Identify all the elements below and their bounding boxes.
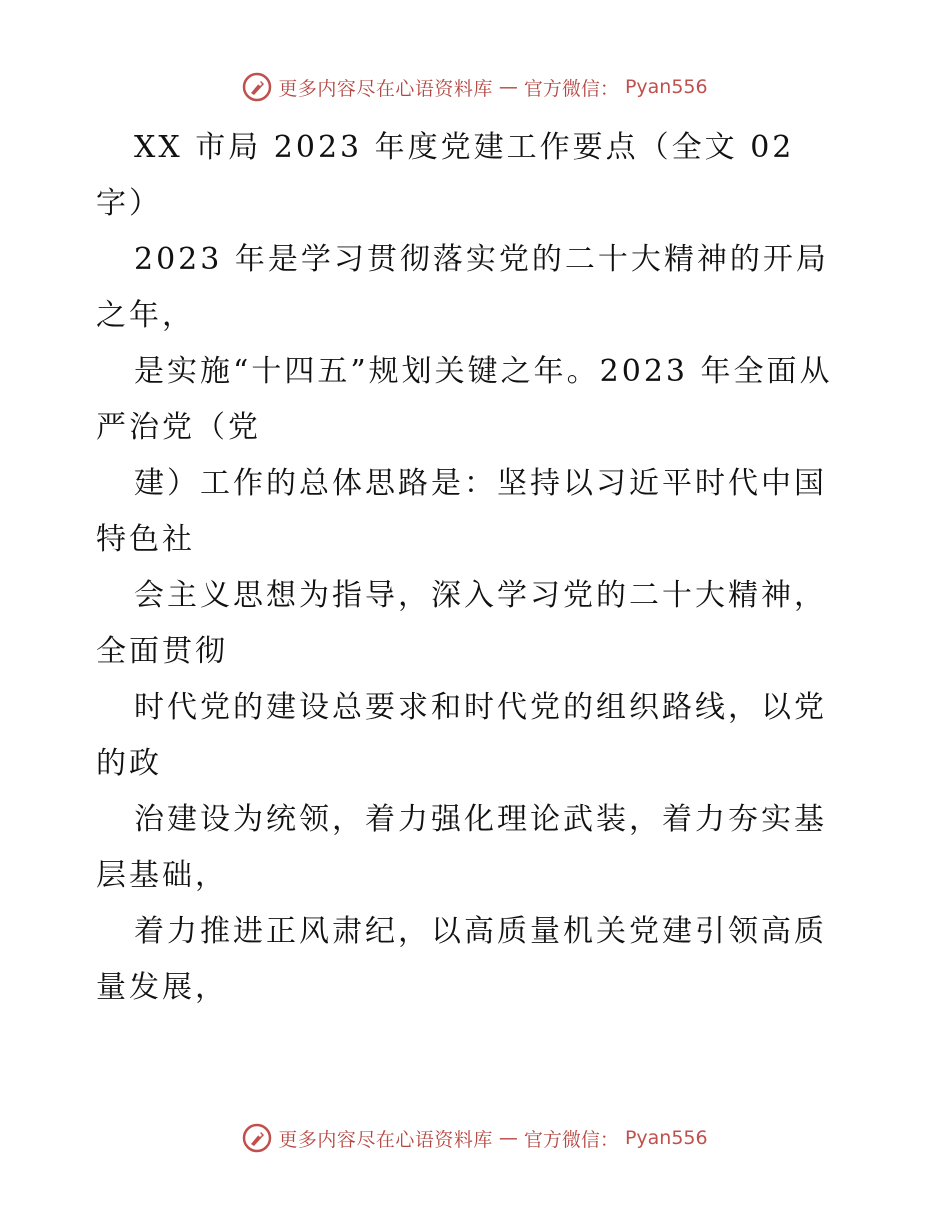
watermark-dash: — xyxy=(498,76,518,98)
watermark-wechat-id: Pyan556 xyxy=(624,76,708,98)
watermark-wechat-id: Pyan556 xyxy=(624,1127,708,1149)
watermark-wechat-label: 官方微信： xyxy=(523,77,619,100)
watermark-dash: — xyxy=(498,1127,518,1149)
paragraph: 会主义思想为指导，深入学习党的二十大精神，全面贯彻 xyxy=(96,578,827,669)
title-line-1: XX 市局 2023 年度党建工作要点（全文 02 xyxy=(134,130,795,165)
watermark-header xyxy=(0,72,950,102)
pen-nib-logo-icon xyxy=(242,72,272,102)
document-title xyxy=(96,120,856,232)
pen-nib-logo-icon xyxy=(242,1123,272,1153)
watermark-footer xyxy=(0,1123,950,1153)
paragraph: 2023 年是学习贯彻落实党的二十大精神的开局之年， xyxy=(96,242,829,333)
watermark-text: 更多内容尽在心语资料库 xyxy=(278,77,493,100)
paragraph: 是实施“十四五”规划关键之年。2023 年全面从严治党（党 xyxy=(96,354,833,445)
watermark-text: 更多内容尽在心语资料库 xyxy=(278,1128,493,1151)
document-body xyxy=(96,120,856,1016)
paragraph: 建）工作的总体思路是：坚持以习近平时代中国特色社 xyxy=(96,466,827,557)
paragraph: 着力推进正风肃纪，以高质量机关党建引领高质量发展， xyxy=(96,914,827,1005)
paragraph: 治建设为统领，着力强化理论武装，着力夯实基层基础， xyxy=(96,802,827,893)
watermark-wechat-label: 官方微信： xyxy=(523,1128,619,1151)
paragraph: 时代党的建设总要求和时代党的组织路线，以党的政 xyxy=(96,690,827,781)
title-line-2: 字） xyxy=(96,186,162,221)
